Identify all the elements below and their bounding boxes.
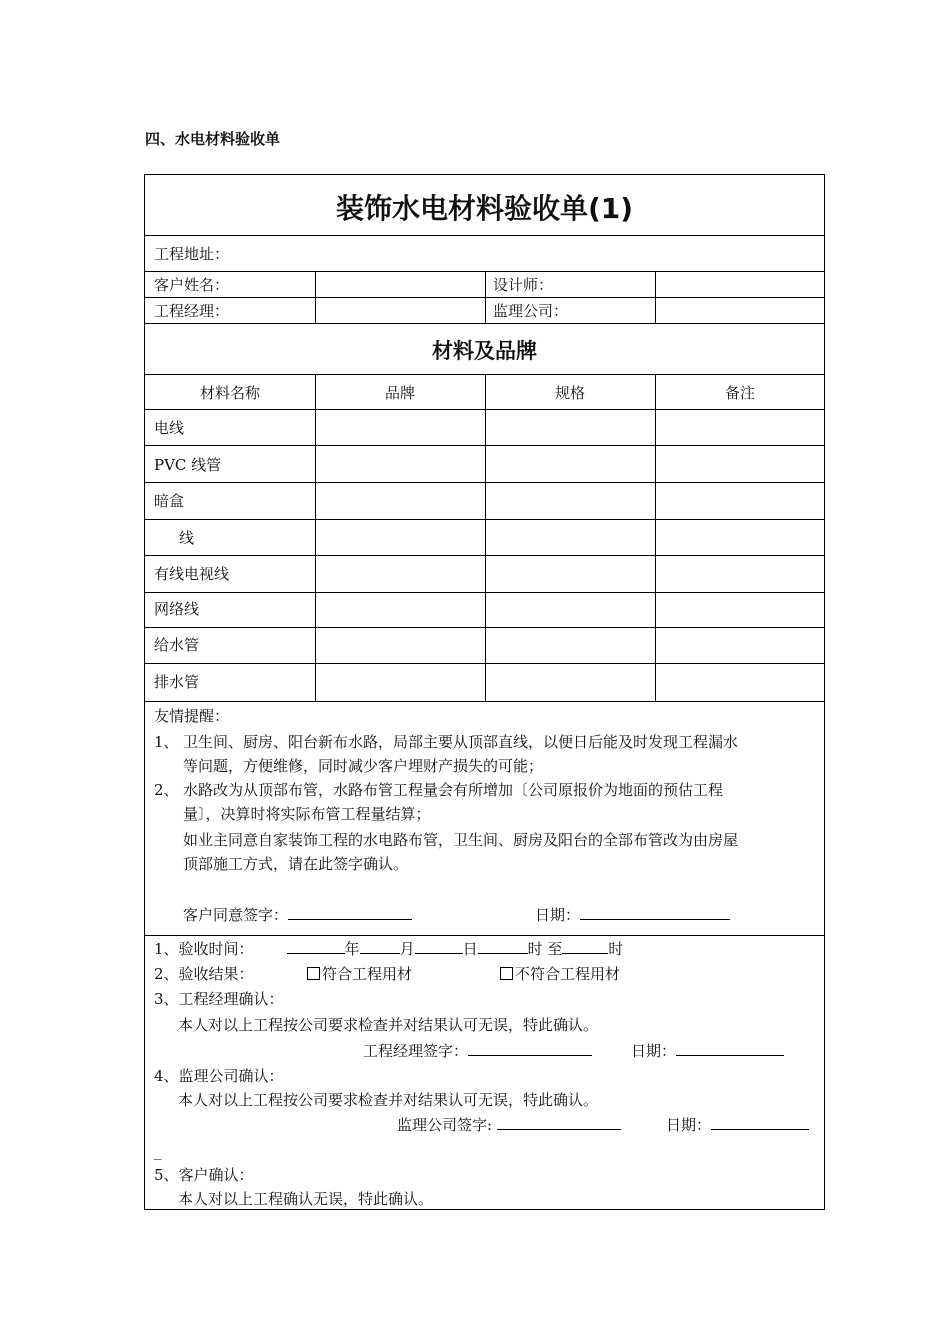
col-header-material: 材料名称 xyxy=(199,384,260,402)
hour-unit: 时 xyxy=(527,940,543,958)
supervisor-statement: 本人对以上工程按公司要求检查并对结果认可无误，特此确认。 xyxy=(178,1091,599,1109)
acceptance-time-row xyxy=(154,939,623,959)
col-header-remark: 备注 xyxy=(724,384,755,402)
customer-consent-signature xyxy=(183,905,412,925)
consent-date xyxy=(535,905,730,925)
col-divider xyxy=(655,374,656,701)
manager-date-label: 日期： xyxy=(631,1042,677,1060)
signature-line[interactable] xyxy=(288,905,412,920)
row-divider xyxy=(145,235,824,236)
supervisor-signature xyxy=(397,1115,621,1135)
acceptance-form xyxy=(144,174,825,1210)
consent-text: 如业主同意自家装饰工程的水电路布管，卫生间、厨房及阳台的全部布管改为由房屋 xyxy=(183,831,739,849)
row-divider xyxy=(145,323,824,324)
option-pass-label: 符合工程用材 xyxy=(322,965,413,983)
reminder-text: 卫生间、厨房、阳台新布水路，局部主要从顶部直线，以便日后能及时发现工程漏水 xyxy=(183,733,739,751)
supervisor-date-label: 日期： xyxy=(666,1116,712,1134)
material-name: 暗盒 xyxy=(154,492,185,510)
section-heading: 四、水电材料验收单 xyxy=(145,130,281,148)
wrapped-underscore: _ xyxy=(154,1142,162,1160)
row-divider xyxy=(145,701,824,702)
col-header-brand: 品牌 xyxy=(384,384,415,402)
hour-unit: 时 xyxy=(608,940,624,958)
year-blank[interactable] xyxy=(287,939,345,954)
supervisor-sign-line[interactable] xyxy=(497,1115,621,1130)
material-name: 给水管 xyxy=(154,636,200,654)
day-unit: 日 xyxy=(462,940,478,958)
checkbox-icon[interactable] xyxy=(307,967,320,980)
manager-confirm-heading: 3、工程经理确认： xyxy=(154,990,284,1008)
col-divider xyxy=(485,374,486,701)
reminder-item-number: 2、 xyxy=(154,781,179,799)
year-unit: 年 xyxy=(344,940,360,958)
manager-date xyxy=(631,1041,784,1061)
col-divider xyxy=(315,374,316,701)
manager-sign-line[interactable] xyxy=(468,1041,592,1056)
col-divider xyxy=(315,271,316,323)
hour-to-blank[interactable] xyxy=(562,939,608,954)
month-blank[interactable] xyxy=(360,939,400,954)
reminder-text: 量〕，决算时将实际布管工程量结算； xyxy=(183,805,431,823)
reminder-item-number: 1、 xyxy=(154,733,179,751)
hour-from-blank[interactable] xyxy=(478,939,528,954)
manager-statement: 本人对以上工程按公司要求检查并对结果认可无误，特此确认。 xyxy=(178,1016,599,1034)
option-pass[interactable] xyxy=(307,964,412,984)
customer-name-label: 客户姓名： xyxy=(154,276,230,294)
material-name: 线 xyxy=(179,529,195,547)
supervisor-company-label: 监理公司： xyxy=(493,302,569,320)
address-label: 工程地址： xyxy=(154,245,230,263)
date-line[interactable] xyxy=(580,905,730,920)
time-label: 1、验收时间： xyxy=(154,940,254,958)
material-name: 网络线 xyxy=(154,600,200,618)
materials-title: 材料及品牌 xyxy=(432,339,537,363)
col-header-spec: 规格 xyxy=(554,384,585,402)
material-name: 排水管 xyxy=(154,673,200,691)
option-fail-label: 不符合工程用材 xyxy=(515,965,621,983)
consent-text: 顶部施工方式，请在此签字确认。 xyxy=(183,855,409,873)
project-manager-label: 工程经理： xyxy=(154,302,230,320)
manager-sign-label: 工程经理签字： xyxy=(363,1042,469,1060)
date-label: 日期： xyxy=(535,906,581,924)
option-fail[interactable] xyxy=(500,964,620,984)
customer-confirm-heading: 5、客户确认： xyxy=(154,1166,254,1184)
manager-date-line[interactable] xyxy=(676,1041,784,1056)
supervisor-sign-label: 监理公司签字: xyxy=(397,1116,493,1134)
month-unit: 月 xyxy=(399,940,415,958)
col-divider xyxy=(485,271,486,323)
reminder-text: 水路改为从顶部布管，水路布管工程量会有所增加〔公司原报价为地面的预估工程 xyxy=(183,781,724,799)
checkbox-icon[interactable] xyxy=(500,967,513,980)
customer-statement: 本人对以上工程确认无误，特此确认。 xyxy=(178,1190,434,1208)
reminder-heading: 友情提醒： xyxy=(154,707,230,725)
supervisor-date-line[interactable] xyxy=(711,1115,809,1130)
supervisor-date xyxy=(666,1115,809,1135)
manager-signature xyxy=(363,1041,592,1061)
row-divider xyxy=(145,935,824,936)
result-label: 2、验收结果： xyxy=(154,965,254,983)
to-label: 至 xyxy=(547,940,563,958)
material-name: 电线 xyxy=(154,419,185,437)
day-blank[interactable] xyxy=(415,939,463,954)
col-divider xyxy=(655,271,656,323)
material-name: 有线电视线 xyxy=(154,565,230,583)
designer-label: 设计师： xyxy=(493,276,554,294)
reminder-text: 等问题，方便维修，同时减少客户埋财产损失的可能； xyxy=(183,757,544,775)
sign-label: 客户同意签字： xyxy=(183,906,289,924)
material-name: PVC 线管 xyxy=(154,456,222,474)
form-title: 装饰水电材料验收单(1) xyxy=(335,192,634,225)
supervisor-confirm-heading: 4、监理公司确认： xyxy=(154,1067,284,1085)
